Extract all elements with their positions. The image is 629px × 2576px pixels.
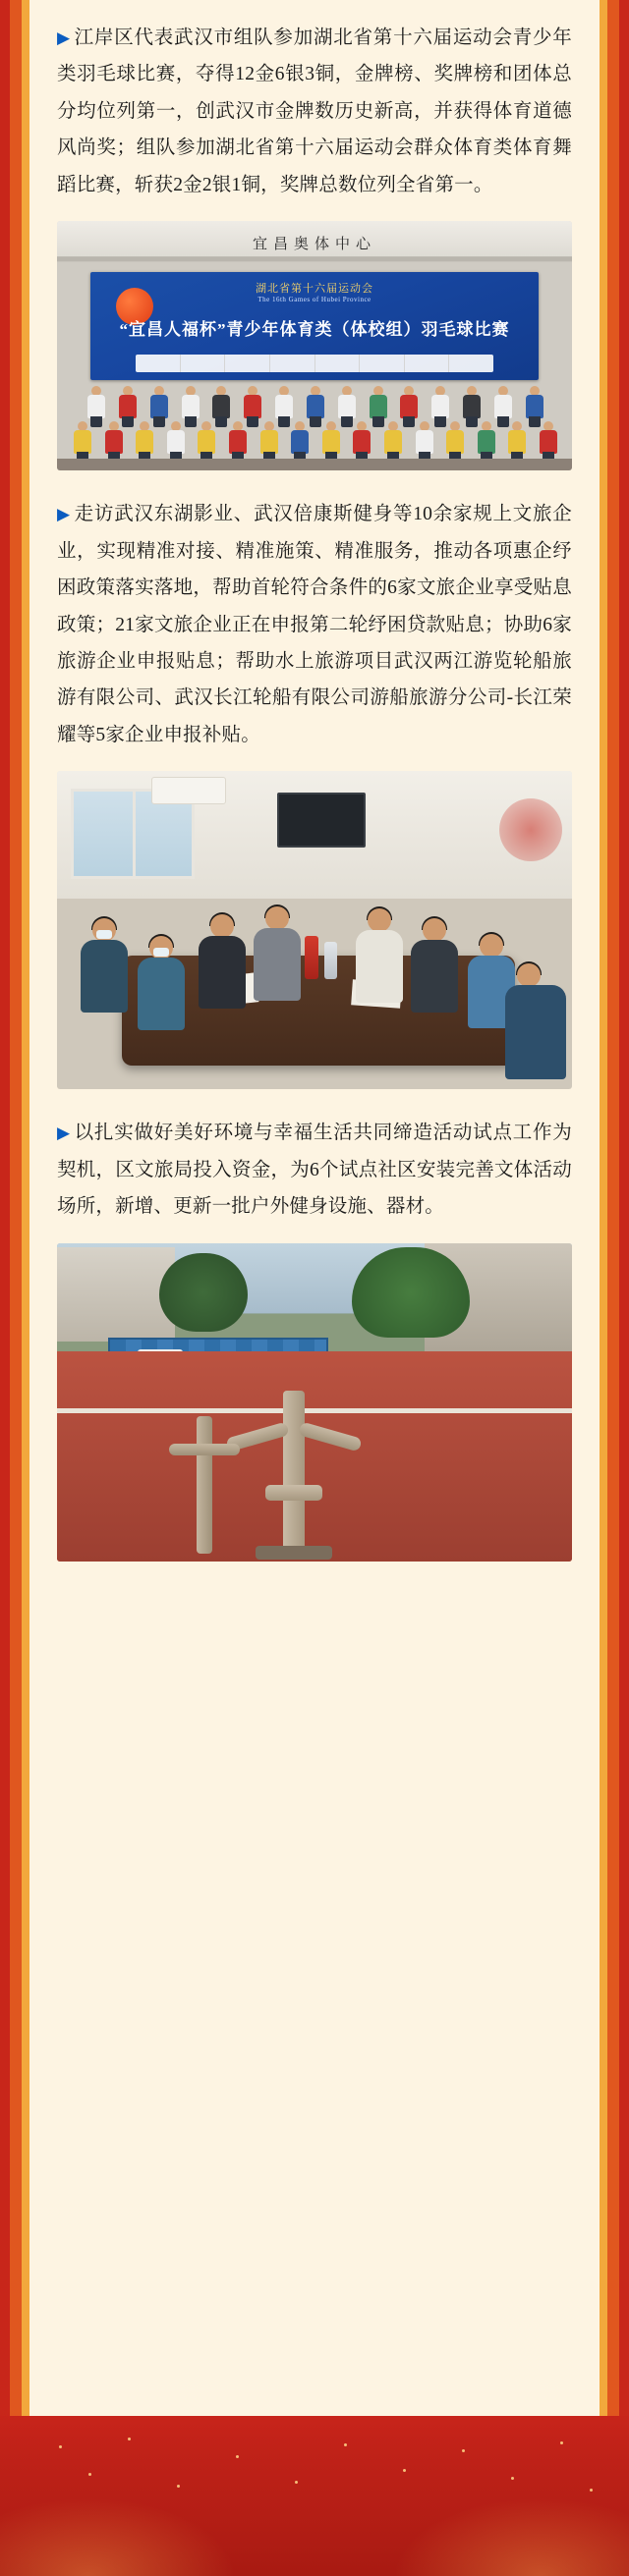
equipment-post — [283, 1391, 305, 1558]
paragraph-3-text: 以扎实做好美好环境与幸福生活共同缔造活动试点工作为契机，区文旅局投入资金，为6个试点社区安装完善文体活动场所，新增、更新一批户外健身设施、器材。 — [57, 1123, 572, 1218]
wall-screen — [277, 793, 366, 848]
equipment-pole — [197, 1416, 212, 1554]
banner-line-2: The 16th Games of Hubei Province — [257, 296, 372, 304]
equipment-arm-right — [298, 1421, 362, 1452]
enterprise-meeting-photo — [57, 771, 572, 1089]
paragraph-2-text: 走访武汉东湖影业、武汉倍康斯健身等10余家规上文旅企业，实现精准对接、精准施策、精准服务，推动各项惠企纾困政策落实落地，帮助首轮符合条件的6家文旅企业享受贴息政策；21家文旅企业正在申报第二轮纾困贷款贴息；协助6家旅游企业申报贴息；帮助水上旅游项目武汉两江游览轮船旅游有限公司、武汉长江轮船有限公司游船旅游分公司-长江荣耀等5家企业申报补贴。 — [57, 504, 573, 745]
air-conditioner — [151, 777, 226, 804]
attendee — [77, 918, 132, 1013]
tree — [159, 1253, 248, 1332]
fitness-equipment-secondary — [167, 1416, 240, 1554]
venue-name-text: 宜昌奥体中心 — [252, 237, 376, 253]
attendee — [134, 936, 189, 1030]
outdoor-fitness-equipment-photo — [57, 1243, 572, 1562]
equipment-base — [256, 1546, 332, 1560]
equipment-bar — [169, 1444, 240, 1455]
fireworks-decoration-icon — [0, 2416, 629, 2576]
paragraph-3 — [57, 1115, 572, 1225]
badminton-award-ceremony-photo — [57, 221, 572, 470]
equipment-seat — [265, 1485, 322, 1501]
banner-line-3: “宜昌人福杯”青少年体育类（体校组）羽毛球比赛 — [119, 320, 510, 340]
sponsor-strip — [136, 355, 493, 372]
attendee — [501, 963, 570, 1081]
beverage-bottle — [305, 936, 318, 979]
paper-content-area — [29, 0, 600, 2416]
paragraph-1-text: 江岸区代表武汉市组队参加湖北省第十六届运动会青少年类羽毛球比赛，夺得12金6银3铜，金牌榜、奖牌榜和团体总分均位列第一，创武汉市金牌数历史新高，并获得体育道德风尚奖；组队参加湖北省第十六届运动会群众体育类体育舞蹈比赛，斩获2金2银1铜，奖牌总数位列全省第一。 — [57, 27, 572, 195]
banner-line-1: 湖北省第十六届运动会 — [256, 283, 373, 296]
event-banner — [90, 272, 539, 380]
footer-decoration — [0, 2416, 629, 2576]
gym-floor — [57, 459, 572, 470]
bullet-marker-icon: ▶ — [57, 28, 71, 47]
attendee — [195, 914, 250, 1009]
paragraph-1 — [57, 20, 572, 203]
building-left — [57, 1247, 175, 1342]
bullet-marker-icon: ▶ — [57, 1124, 71, 1143]
paragraph-2 — [57, 496, 572, 753]
watermark-seal-icon — [499, 798, 562, 861]
attendee — [250, 906, 305, 1001]
bullet-marker-icon: ▶ — [57, 505, 71, 524]
water-bottle — [324, 942, 337, 979]
attendee — [407, 918, 462, 1013]
attendee — [352, 908, 407, 1003]
fitness-equipment-main — [222, 1391, 370, 1558]
